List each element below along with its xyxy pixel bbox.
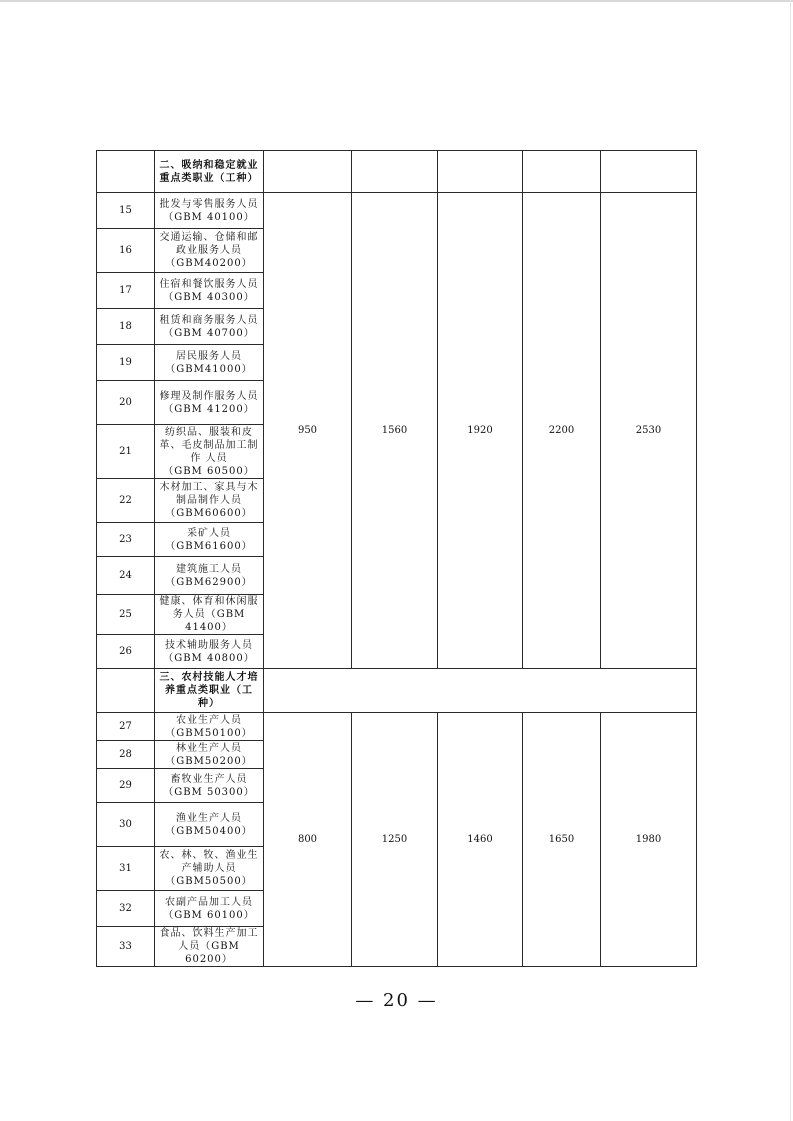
wage-value-2: 1560 [352,193,438,669]
wage-value-3: 1920 [438,193,523,669]
occupation-line: 纺织品、服装和皮 [165,426,253,438]
occupation-cell [155,425,264,479]
occupation-cell [155,229,264,273]
section-header-row [97,151,697,193]
value-cell [601,151,697,193]
occupation-code: （GBM 40100） [163,211,255,223]
occupation-line: 林业生产人员 [176,742,242,754]
occupation-cell [155,713,264,741]
occupation-code: （GBM 60500） [163,465,255,477]
occupation-line: 革、毛皮制品加工制 [159,439,259,451]
occupation-cell [155,309,264,345]
occupation-line: 渔业生产人员 [176,812,242,824]
occupation-line: 批发与零售服务人员 [159,198,259,210]
occupation-cell [155,273,264,309]
occupation-cell [155,345,264,381]
number-cell [97,151,155,193]
occupation-code: （GBM 41200） [163,403,255,415]
occupation-line: 木材加工、家具与木 [159,482,259,493]
occupation-line: 政业服务人员 [176,245,242,256]
occupation-line: 食品、饮料生产加工 [159,928,259,939]
occupation-cell [155,523,264,557]
wage-value-3: 1460 [438,713,523,967]
section-title-cell [155,151,264,193]
row-number: 26 [97,635,155,669]
row-number: 31 [97,847,155,891]
section-title-line: 三、农村技能人才培 [159,672,259,683]
row-number: 27 [97,713,155,741]
occupation-code: （GBM62900） [165,576,253,588]
row-number: 28 [97,741,155,769]
value-cell [523,151,601,193]
occupation-line: 健康、体育和休闲服 [159,596,259,607]
row-number: 22 [97,479,155,523]
row-number: 33 [97,927,155,967]
section-title-line: 养重点类职业（工 [165,685,253,696]
occupation-cell [155,479,264,523]
occupation-line: 农副产品加工人员 [165,896,253,908]
occupation-code: （GBM41000） [165,363,253,375]
table-row [97,713,697,741]
occupation-cell [155,557,264,595]
wage-value-4: 2200 [523,193,601,669]
occupation-code: （GBM 50300） [163,786,255,798]
section-header-row [97,669,697,713]
row-number: 32 [97,891,155,927]
page-number: — 20 — [355,990,438,1011]
occupation-line: 建筑施工人员 [176,563,242,575]
section-title-line: 重点类职业（工种） [159,172,259,184]
row-number: 18 [97,309,155,345]
occupation-cell [155,891,264,927]
section-title-cell [155,669,264,713]
occupation-code: （GBM50400） [165,825,253,837]
occupation-code: （GBM61600） [165,540,253,552]
row-number: 30 [97,803,155,847]
occupation-code: （GBM60600） [165,508,253,519]
value-cell [438,151,523,193]
occupation-code: （GBM 40300） [163,291,255,303]
occupation-line: 修理及制作服务人员 [159,390,259,402]
occupation-line: 住宿和餐饮服务人员 [159,278,259,290]
occupation-cell [155,927,264,967]
table-row [97,193,697,229]
occupation-cell [155,769,264,803]
occupation-code: （GBM50100） [165,727,253,739]
number-cell [97,669,155,713]
wage-value-1: 800 [264,713,352,967]
wage-value-5: 1980 [601,713,697,967]
occupation-line: 技术辅助服务人员 [165,639,253,651]
row-number: 19 [97,345,155,381]
scan-edge-top [0,0,793,2]
wage-table [96,150,697,967]
row-number: 29 [97,769,155,803]
occupation-line: 作 人员 [190,452,228,464]
occupation-code: 人员（GBM 60200） [178,941,240,965]
row-number: 21 [97,425,155,479]
occupation-line: 交通运输、仓储和邮 [159,232,259,243]
row-number: 15 [97,193,155,229]
occupation-cell [155,381,264,425]
row-number: 20 [97,381,155,425]
occupation-code: （GBM 40700） [163,327,255,339]
occupation-code: （GBM 60100） [163,909,255,921]
occupation-line: 制品制作人员 [176,495,242,506]
occupation-cell [155,595,264,635]
row-number: 16 [97,229,155,273]
occupation-cell [155,741,264,769]
section-title-line: 二、吸纳和稳定就业 [159,159,259,171]
section-blank-cell [264,669,697,713]
occupation-line: 租赁和商务服务人员 [159,314,259,326]
row-number: 23 [97,523,155,557]
occupation-line: 畜牧业生产人员 [170,773,248,785]
occupation-line: 居民服务人员 [176,350,242,362]
wage-value-1: 950 [264,193,352,669]
value-cell [352,151,438,193]
occupation-cell [155,193,264,229]
occupation-code: 务人员（GBM 41400） [172,609,246,633]
wage-value-2: 1250 [352,713,438,967]
occupation-line: 农、林、牧、渔业生 [159,850,259,861]
occupation-line: 产辅助人员 [181,863,237,874]
scan-edge-right [790,0,791,1121]
occupation-code: （GBM40200） [165,258,253,269]
wage-value-5: 2530 [601,193,697,669]
occupation-cell [155,803,264,847]
row-number: 17 [97,273,155,309]
wage-value-4: 1650 [523,713,601,967]
row-number: 24 [97,557,155,595]
row-number: 25 [97,595,155,635]
occupation-cell [155,635,264,669]
occupation-cell [155,847,264,891]
value-cell [264,151,352,193]
occupation-line: 农业生产人员 [176,714,242,726]
occupation-code: （GBM50500） [165,876,253,887]
occupation-line: 采矿人员 [187,527,231,539]
occupation-code: （GBM50200） [165,755,253,767]
section-title-line: 种） [198,698,220,709]
occupation-code: （GBM 40800） [163,652,255,664]
